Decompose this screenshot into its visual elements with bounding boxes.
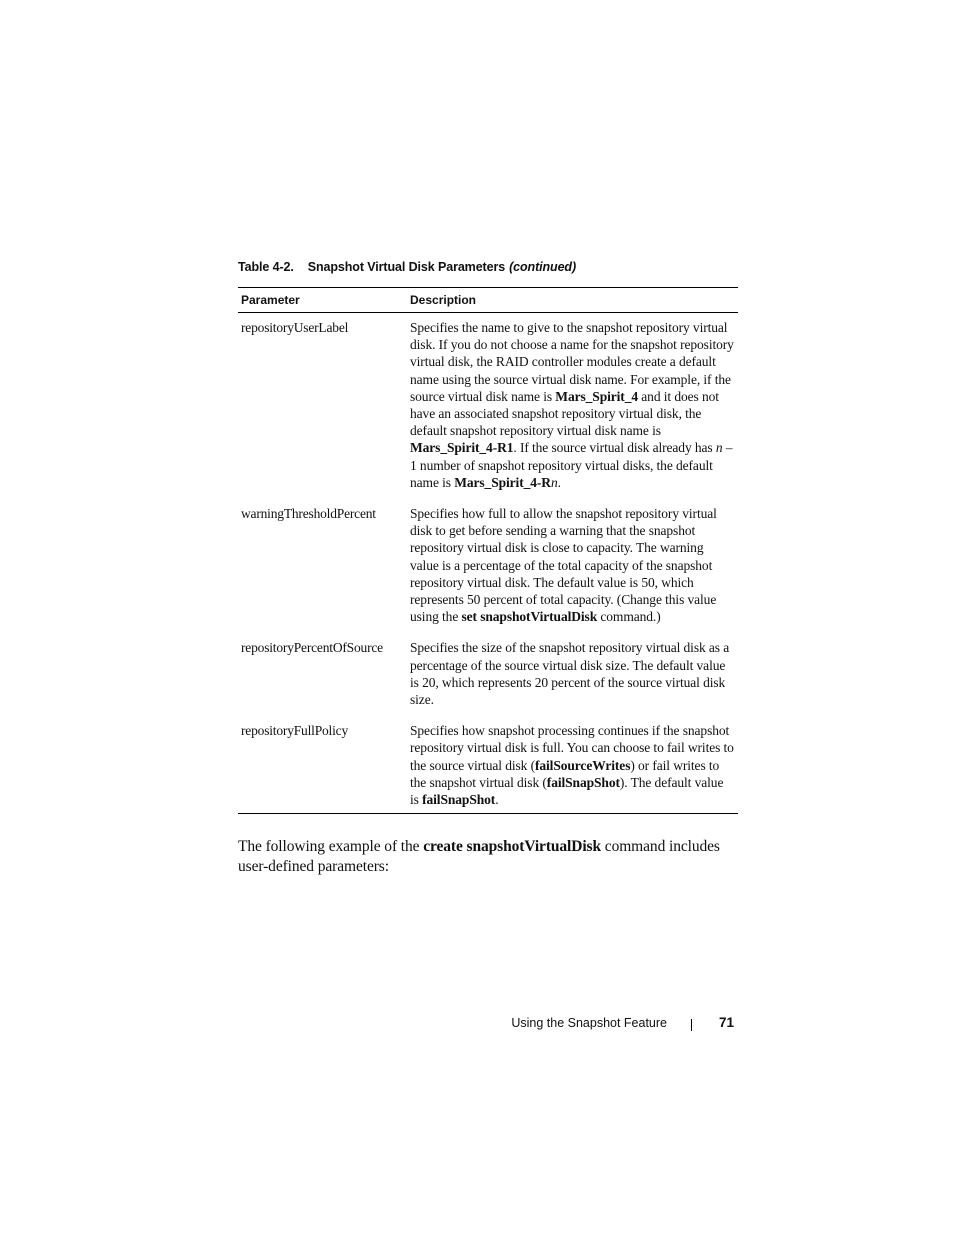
parameter-description [410,722,738,808]
italic-term: n [550,474,558,490]
table-header-row [238,288,738,313]
page-number: 71 [718,1015,734,1030]
body-paragraph [238,837,738,876]
text-run: . If the source virtual disk already has [513,440,716,456]
text-run: ). The default value is [410,774,724,808]
text-run: command.) [597,609,661,625]
parameter-description [410,639,738,708]
page-footer [0,1016,954,1036]
table-row [238,313,738,499]
table-caption [238,260,576,274]
text-run: and it does not have an associated snapshot repository virtual disk, the default snapshot repository virtual disk name is [410,388,719,439]
text-run: Specifies how full to allow the snapshot repository virtual disk to get before sending a warning that the snapshot repository virtual disk is close to capacity. The warning value is a percentage of the total capacity of the snapshot repository virtual disk. The default value is 50, which represents 50 percent of total capacity. (Change this value using the [410,506,717,625]
table-row [238,633,738,716]
bold-term: Mars_Spirit_4-R [454,474,551,490]
text-run: command includes user-defined parameters: [238,838,720,875]
text-run: . [557,474,561,490]
footer-separator [691,1019,692,1031]
text-run: Specifies the name to give to the snapshot repository virtual disk. If you do not choose a name for the snapshot repository virtual disk, the RAID controller modules create a default name using the source virtual disk name. For example, if the source virtual disk name is [410,320,734,404]
parameter-name: repositoryFullPolicy [241,723,348,739]
italic-term: n [715,440,723,456]
bold-term: Mars_Spirit_4 [555,388,638,404]
parameter-name: warningThresholdPercent [241,506,376,522]
table-caption-continued: (continued) [509,260,577,274]
table-row [238,716,738,813]
bold-term: create snapshotVirtualDisk [423,838,602,855]
text-run: The following example of the [238,838,424,855]
parameter-description [410,505,738,625]
footer-section-title: Using the Snapshot Feature [511,1016,667,1030]
parameter-name: repositoryUserLabel [241,320,349,335]
parameter-name: repositoryPercentOfSource [241,640,383,656]
bold-term: Mars_Spirit_4-R1 [410,440,514,456]
text-run: ) or fail writes to the snapshot virtual disk ( [410,757,720,790]
text-run: . [495,792,499,808]
bold-term: failSnapShot [546,774,620,790]
table-body [238,313,738,813]
text-run: Specifies how snapshot processing continues if the snapshot repository virtual disk is full. You can choose to fail writes to the source virtual disk ( [410,723,734,773]
bold-term: set snapshotVirtualDisk [461,609,598,625]
parameters-table [238,287,738,814]
text-run: Specifies the size of the snapshot repository virtual disk as a percentage of the source virtual disk size. The default value is 20, which represents 20 percent of the source virtual disk size. [410,640,730,708]
text-run: – 1 number of snapshot repository virtual disks, the default name is [410,440,733,490]
table-row [238,499,738,633]
header-description: Description [410,293,477,307]
table-caption-label: Table 4-2. [238,260,294,274]
bold-term: failSourceWrites [534,757,631,773]
header-parameter: Parameter [241,293,300,307]
parameter-description [410,319,738,491]
table-caption-title: Snapshot Virtual Disk Parameters [307,260,506,274]
bold-term: failSnapShot [422,792,496,808]
